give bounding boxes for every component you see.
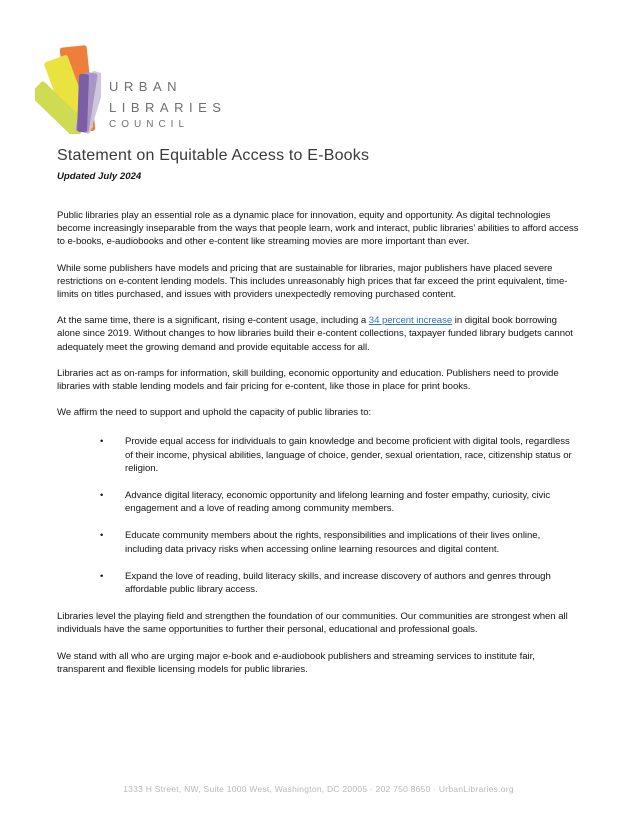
bullet-item <box>57 435 580 475</box>
affirmation-lead-paragraph: We affirm the need to support and uphold the capacity of public libraries to: <box>57 407 372 419</box>
bullet-item <box>57 570 580 596</box>
percent-increase-link[interactable]: 34 percent increase <box>368 315 453 327</box>
bullet-text-digital-literacy: Advance digital literacy, economic opportunity and lifelong learning and foster empathy, curiosity, civic engagement and a love of reading among community members. <box>125 490 551 515</box>
bullet-text-equal-access: Provide equal access for individuals to gain knowledge and become proficient with digital tools, regardless of their income, physical abilities, language of choice, gender, sexual orientation, race, citizenship status or religion. <box>125 436 572 474</box>
usage-growth-text-after: in digital book borrowing alone since 2019. Without changes to how libraries build their e-content collections, taxpayer funded library budgets cannot adequately meet the growing demand and provide equitable access for all. <box>57 315 573 353</box>
ulc-logo <box>35 40 580 134</box>
usage-growth-text-before: At the same time, there is a significant, rising e-content usage, including a <box>57 315 369 327</box>
bullet-icon: • <box>100 436 104 448</box>
bullet-item <box>57 529 580 555</box>
document-body <box>57 209 580 676</box>
usage-growth-paragraph <box>57 314 580 354</box>
footer-address: 1333 H Street, NW, Suite 1000 West, Washington, DC 20005 · 202 750 8650 · UrbanLibraries.org <box>123 784 514 794</box>
intro-paragraph: Public libraries play an essential role as a dynamic place for innovation, equity and opportunity. As digital technologies become increasingly inseparable from the ways that people learn, work and interact, public libraries’ abilities to afford access to e-books, e-audiobooks and other e-content like streaming movies are more important than ever. <box>57 210 579 248</box>
bullet-list <box>57 435 580 596</box>
logo-line-council: COUNCIL <box>109 119 190 130</box>
logo-line-urban: URBAN <box>109 79 183 94</box>
ulc-logo-fan-icon <box>35 40 101 134</box>
bullet-text-expand-reading: Expand the love of reading, build literacy skills, and increase discovery of authors and genres through affordable public library access. <box>125 570 551 596</box>
on-ramps-paragraph: Libraries act as on-ramps for information, skill building, economic opportunity and education. Publishers need to provide libraries with stable lending models and fair pricing for e-content, like those in place for print books. <box>57 367 559 393</box>
updated-date: Updated July 2024 <box>57 171 142 182</box>
bullet-icon: • <box>100 530 104 542</box>
logo-petal-purple <box>77 74 89 132</box>
bullet-text-educate-community: Educate community members about the rights, responsibilities and implications of their lives online, including data privacy risks when accessing online learning resources and digital content. <box>125 530 541 555</box>
bullet-item <box>57 489 580 515</box>
closing-stand-paragraph: We stand with all who are urging major e-book and e-audiobook publishers and streaming services to institute fair, transparent and flexible licensing models for public libraries. <box>57 650 535 675</box>
bullet-icon: • <box>100 490 104 502</box>
bullet-icon: • <box>100 570 104 582</box>
level-playing-field-paragraph: Libraries level the playing field and strengthen the foundation of our communities. Our communities are strongest when all individuals have the same opportunities to further their personal, educational and professional goals. <box>57 611 568 636</box>
publisher-restrictions-paragraph: While some publishers have models and pricing that are sustainable for libraries, major publishers have placed severe restrictions on e-content lending models. This includes unreasonably high prices that far exceed the print equivalent, time-limits on titles purchased, and issues with providers unexpectedly removing purchased content. <box>57 262 568 301</box>
logo-line-libraries: LIBRARIES <box>109 100 227 115</box>
ulc-logo-wordmark <box>109 76 226 134</box>
page-title: Statement on Equitable Access to E-Books <box>57 147 370 164</box>
